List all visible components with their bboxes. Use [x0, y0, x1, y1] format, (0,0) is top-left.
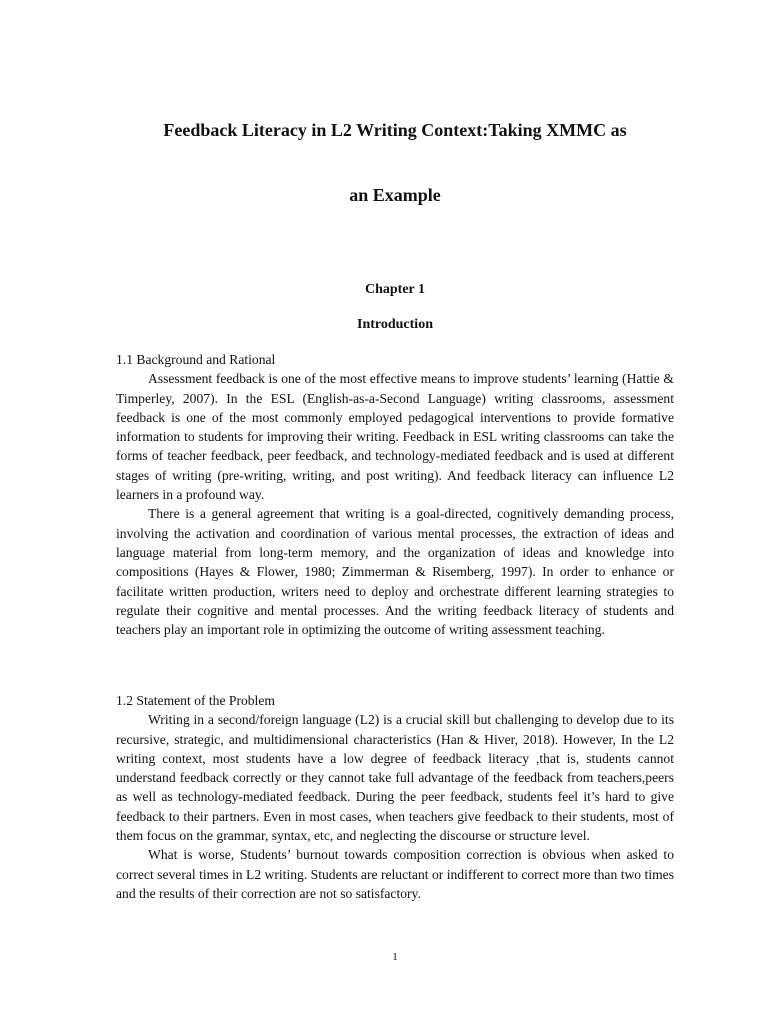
paragraph: Assessment feedback is one of the most effective means to improve students’ learning (Hattie & Timperley, 2007). In the ESL (English-as-a-Second Language) writing classrooms, assessment feedback is one of the most commonly employed pedagogical interventions to provide formative information to students for improving their writing. Feedback in ESL writing classrooms can take the forms of teacher feedback, peer feedback, and technology-mediated feedback and is used at different stages of writing (pre-writing, writing, and post writing). And feedback literacy can influence L2 learners in a profound way.	[116, 371, 674, 503]
paragraph: What is worse, Students’ burnout towards composition correction is obvious when asked to correct several times in L2 writing. Students are reluctant or indifferent to correct more than two times and the results of their correction are not so satisfactory.	[116, 847, 674, 901]
paragraph: Writing in a second/foreign language (L2) is a crucial skill but challenging to develop due to its recursive, strategic, and multidimensional characteristics (Han & Hiver, 2018). However, In the L2 writing context, most students have a low degree of feedback literacy ,that is, students cannot understand feedback correctly or they cannot take full advantage of the feedback from teachers,peers as well as technology-mediated feedback. During the peer feedback, students feel it’s hard to give feedback to their partners. Even in most cases, when teachers give feedback to their students, most of them focus on the grammar, syntax, etc, and neglecting the discourse or structure level.	[116, 712, 674, 844]
page-number: 1	[392, 951, 398, 963]
chapter-number: Chapter 1	[364, 282, 426, 297]
section-problem-statement	[116, 691, 674, 903]
section-heading: 1.2 Statement of the Problem	[116, 693, 275, 708]
chapter-title: Introduction	[357, 317, 433, 332]
section-background	[116, 350, 674, 639]
document-title-line-2: an Example	[349, 185, 441, 205]
section-heading: 1.1 Background and Rational	[116, 352, 276, 367]
document-title-line-1: Feedback Literacy in L2 Writing Context:Taking XMMC as	[163, 120, 627, 140]
paragraph: There is a general agreement that writing is a goal-directed, cognitively demanding process, involving the activation and coordination of various mental processes, the extraction of ideas and language material from long-term memory, and the organization of ideas and knowledge into compositions (Hayes & Flower, 1980; Zimmerman & Risemberg, 1997). In order to enhance or facilitate written production, writers need to deploy and orchestrate different learning strategies to regulate their cognitive and mental processes. And the writing feedback literacy of students and teachers play an important role in optimizing the outcome of writing assessment teaching.	[116, 506, 674, 638]
